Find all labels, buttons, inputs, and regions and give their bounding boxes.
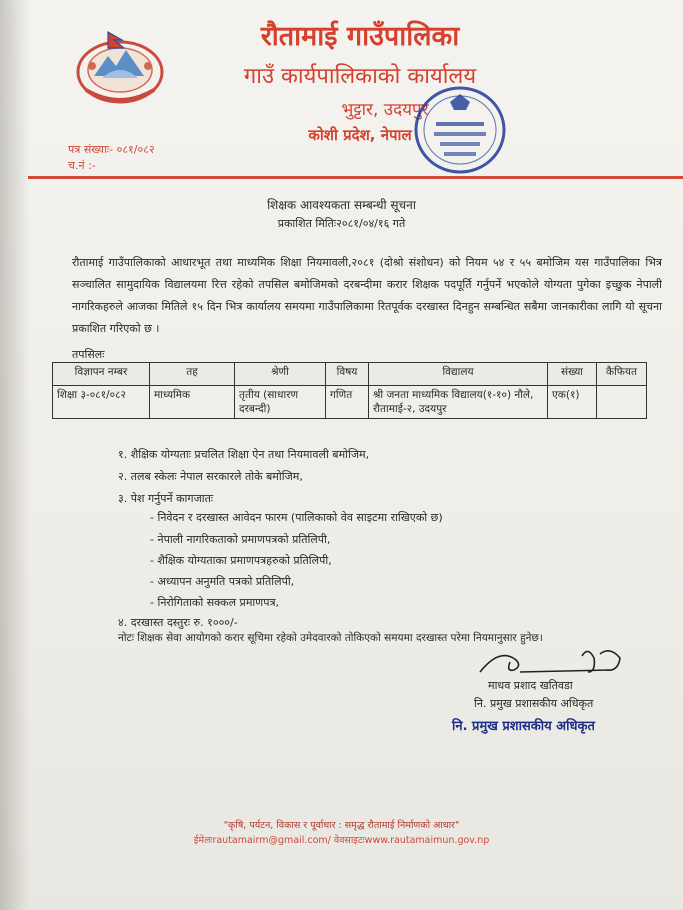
office-address: भुट्टार, उदयपुर [341,100,429,120]
document-item: - अध्यापन अनुमति पत्रको प्रतिलिपी, [150,575,295,588]
document-item: - नेपाली नागरिकताको प्रमाणपत्रको प्रतिलिपी, [150,533,331,546]
footer-slogan: "कृषि, पर्यटन, विकास र पूर्वाधार : समृद्ध रौतामाई निर्माणको आधार" [223,820,460,831]
col-level: तह [150,363,235,386]
letter-ref-number: पत्र संख्याः- ०८१/०८२ [68,143,155,156]
published-date: प्रकाशित मितिः२०८१/०४/१६ गते [277,217,406,230]
col-count: संख्या [548,363,597,386]
page-shadow [0,0,30,910]
notice-note: नोटः शिक्षक सेवा आयोगको करार सूचिमा रहेको उमेदवारको तोकिएको समयमा दरखास्त परेमा नियमानुसार हुनेछ। [118,632,543,644]
dispatch-number: च.नं :- [68,159,96,172]
cell-count: एक(१) [548,386,597,419]
cell-remarks [597,386,647,419]
col-class: श्रेणी [235,363,326,386]
col-remarks: कैफियत [597,363,647,386]
requirement-item: २. तलब स्केलः नेपाल सरकारले तोके बमोजिम, [118,470,303,483]
signatory-name: माधव प्रशाद खतिवडा [488,679,573,692]
footer-contact: ईमेलःrautamairm@gmail.com/ वेवसाइटःwww.rautamaimun.gov.np [193,835,490,846]
header-divider [28,176,683,179]
col-ad-number: विज्ञापन नम्बर [53,363,150,386]
col-subject: विषय [326,363,369,386]
cell-class: तृतीय (साधारण दरबन्दी) [235,386,326,419]
notice-body: रौतामाई गाउँपालिकाको आधारभूत तथा माध्यमिक शिक्षा नियमावली,२०८१ (दोश्रो संशोधन) को नियम ५४ र ५५ बमोजिम यस गाउँपालिका भित्र सञ्चालित सामुदायिक विद्यालयमा रित्त रहेको तपसिल बमोजिमको दरबन्दीमा करार शिक्षक पदपूर्ति गर्नुपर्ने भएकोले योग्यता पुगेका इच्छुक नेपाली नागरिकहरुले आजका मितिले १५ दिन भित्र कार्यालय समयमा गाउँपालिकामा रितपूर्वक दरखास्त दिनहुन सम्बन्धित सबैमा जानकारीका लागि यो सूचना प्रकाशित गरिएको छ । [72,256,662,335]
province-name: कोशी प्रदेश, नेपाल [308,126,412,144]
document-item: - निरोगिताको सक्कल प्रमाणपत्र, [150,596,280,609]
requirement-item: १. शैक्षिक योग्यताः प्रचलित शिक्षा ऐन तथा नियमावली बमोजिम, [118,448,370,461]
document-item: - शैक्षिक योग्यताका प्रमाणपत्रहरुको प्रतिलिपी, [150,554,332,567]
table-header-row [53,363,647,386]
cell-school: श्री जनता माध्यमिक विद्यालय(१-१०) नौले, रौतामाई-२, उदयपुर [369,386,548,419]
cell-subject: गणित [326,386,369,419]
table-row [53,386,647,419]
vacancy-table [52,362,647,419]
office-name: गाउँ कार्यपालिकाको कार्यालय [243,64,477,89]
notice-title: शिक्षक आवश्यकता सम्बन्धी सूचना [267,198,416,212]
cell-ad-number: शिक्षा ३-०८१/०८२ [53,386,150,419]
requirement-item: ३. पेश गर्नुपर्ने कागजातः [118,492,214,505]
signatory-title: नि. प्रमुख प्रशासकीय अधिकृत [474,697,594,710]
application-fee: ४. दरखास्त दस्तुरः रु. १०००/- [118,616,238,629]
office-stamp-icon [410,82,510,178]
document-item: - निवेदन र दरखास्त आवेदन फारम (पालिकाको वेव साइटमा राखिएको छ) [150,511,443,524]
signatory-stamp: नि. प्रमुख प्रशासकीय अधिकृत [452,719,595,734]
municipality-title: रौतामाई गाउँपालिका [260,21,460,52]
signature-icon [470,642,630,682]
cell-level: माध्यमिक [150,386,235,419]
col-school: विद्यालय [369,363,548,386]
details-label: तपसिलः [72,348,105,361]
